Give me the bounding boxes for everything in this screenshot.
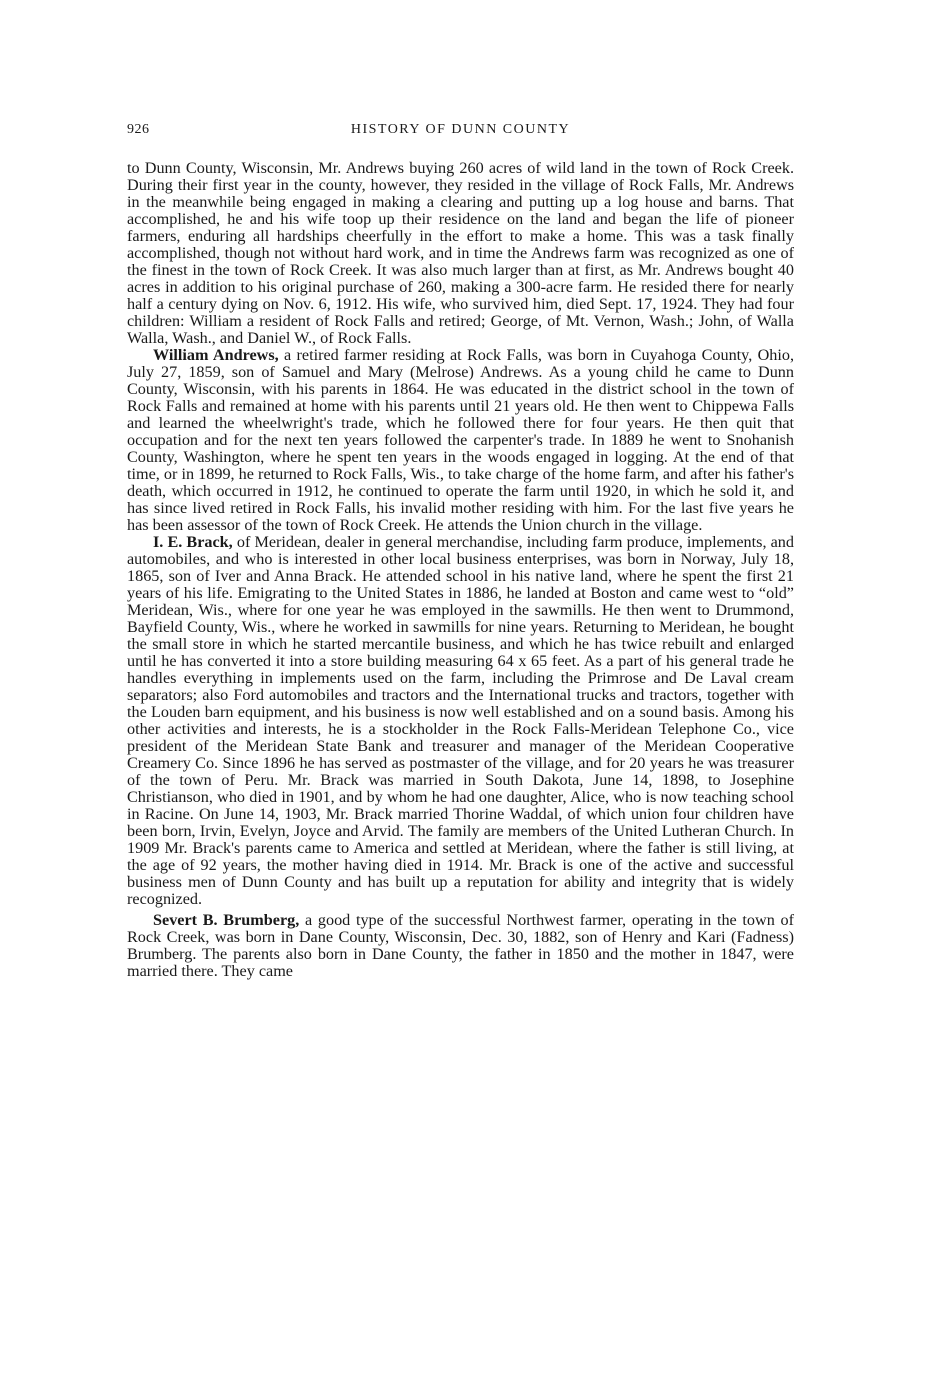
entry-name: William Andrews, — [153, 346, 279, 364]
entry-name: I. E. Brack, — [153, 533, 233, 551]
body-text — [127, 160, 794, 980]
entry-text: of Meridean, dealer in general merchandise, including farm produce, implements, and automobiles, and who is interested in other local business enterprises, was born in Norway, July 18, 1865, son of Iver and Anna Brack. He attended school in his native land, where he spent the first 21 years of his life. Emigrating to the United States in 1886, he landed at Boston and came west to “old” Meridean, Wis., where for one year he was employed in the sawmills. He then went to Drummond, Bayfield County, Wis., where he worked in sawmills for nine years. Returning to Meridean, he bought the small store in which he started mercantile business, and which he has twice rebuilt and enlarged until he has converted it into a store building measuring 64 x 65 feet. As a part of his general trade he handles everything in implements used on the farm, including the Primrose and De Laval cream separators; also Ford automobiles and tractors and the International trucks and tractors, together with the Louden barn equipment, and his business is now well established and on a sound basis. Among his other activities and interests, he is a stockholder in the Rock Falls-Meridean Telephone Co., vice president of the Meridean State Bank and treasurer and manager of the Meridean Cooperative Creamery Co. Since 1896 he has served as postmaster of the village, and for 20 years he was treasurer of the town of Peru. Mr. Brack was married in South Dakota, June 14, 1898, to Josephine Christianson, who died in 1901, and by whom he had one daughter, Alice, who is now teaching school in Racine. On June 14, 1903, Mr. Brack married Thorine Waddal, of which union four children have been born, Irvin, Evelyn, Joyce and Arvid. The family are members of the United Lutheran Church. In 1909 Mr. Brack's parents came to America and settled at Meridean, where the father is still living, at the age of 92 years, the mother having died in 1914. Mr. Brack is one of the active and successful business men of Dunn County and has built up a reputation for ability and integrity that is widely recognized. — [127, 533, 794, 908]
running-head — [127, 122, 794, 144]
entry-text: a retired farmer residing at Rock Falls, was born in Cuyahoga County, Ohio, July 27, 1859, son of Samuel and Mary (Melrose) Andrews. As a young child he came to Dunn County, Wisconsin, with his parents in 1864. He was educated in the district school in the town of Rock Falls and remained at home with his parents until 21 years old. He then went to Chippewa Falls and learned the wheelwright's trade, which he followed there for four years. He then quit that occupation and for the next ten years followed the carpenter's trade. In 1889 he went to Snohanish County, Washington, where he spent ten years in the woods engaged in logging. At the end of that time, or in 1899, he returned to Rock Falls, Wis., to take charge of the home farm, and after his father's death, which occurred in 1912, he continued to operate the farm until 1920, in which he sold it, and has since lived retired in Rock Falls, his invalid mother residing with him. For the last five years he has been assessor of the town of Rock Creek. He attends the Union church in the village. — [127, 346, 794, 534]
entry-william-andrews — [127, 347, 794, 534]
book-page — [127, 122, 794, 980]
running-title: HISTORY OF DUNN COUNTY — [350, 122, 571, 137]
entry-text: a good type of the successful Northwest farmer, operating in the town of Rock Creek, was born in Dane County, Wisconsin, Dec. 30, 1882, son of Henry and Kari (Fadness) Brumberg. The parents also born in Dane County, the father in 1850 and the mother in 1847, were married there. They came — [127, 911, 794, 980]
entry-ie-brack — [127, 534, 794, 908]
entry-severt-brumberg — [127, 912, 794, 980]
paragraph-text: to Dunn County, Wisconsin, Mr. Andrews buying 260 acres of wild land in the town of Rock Creek. During their first year in the county, however, they resided in the village of Rock Falls, Mr. Andrews in the meanwhile being engaged in making a clearing and putting up a log house and barns. That accomplished, he and his wife toop up their residence on the land and began the life of pioneer farmers, enduring all hardships cheerfully in the effort to make a home. This was a task finally accomplished, though not without hard work, and in time the Andrews farm was recognized as one of the finest in the town of Rock Creek. It was also much larger than at first, as Mr. Andrews bought 40 acres in addition to his original purchase of 260, making a 300-acre farm. He resided there for nearly half a century dying on Nov. 6, 1912. His wife, who survived him, died Sept. 17, 1924. They had four children: William a resident of Rock Falls and retired; George, of Mt. Vernon, Wash.; John, of Walla Walla, Wash., and Daniel W., of Rock Falls. — [127, 159, 794, 347]
page-number: 926 — [127, 122, 150, 137]
entry-name: Severt B. Brumberg, — [153, 911, 300, 929]
paragraph-andrews-family — [127, 160, 794, 347]
